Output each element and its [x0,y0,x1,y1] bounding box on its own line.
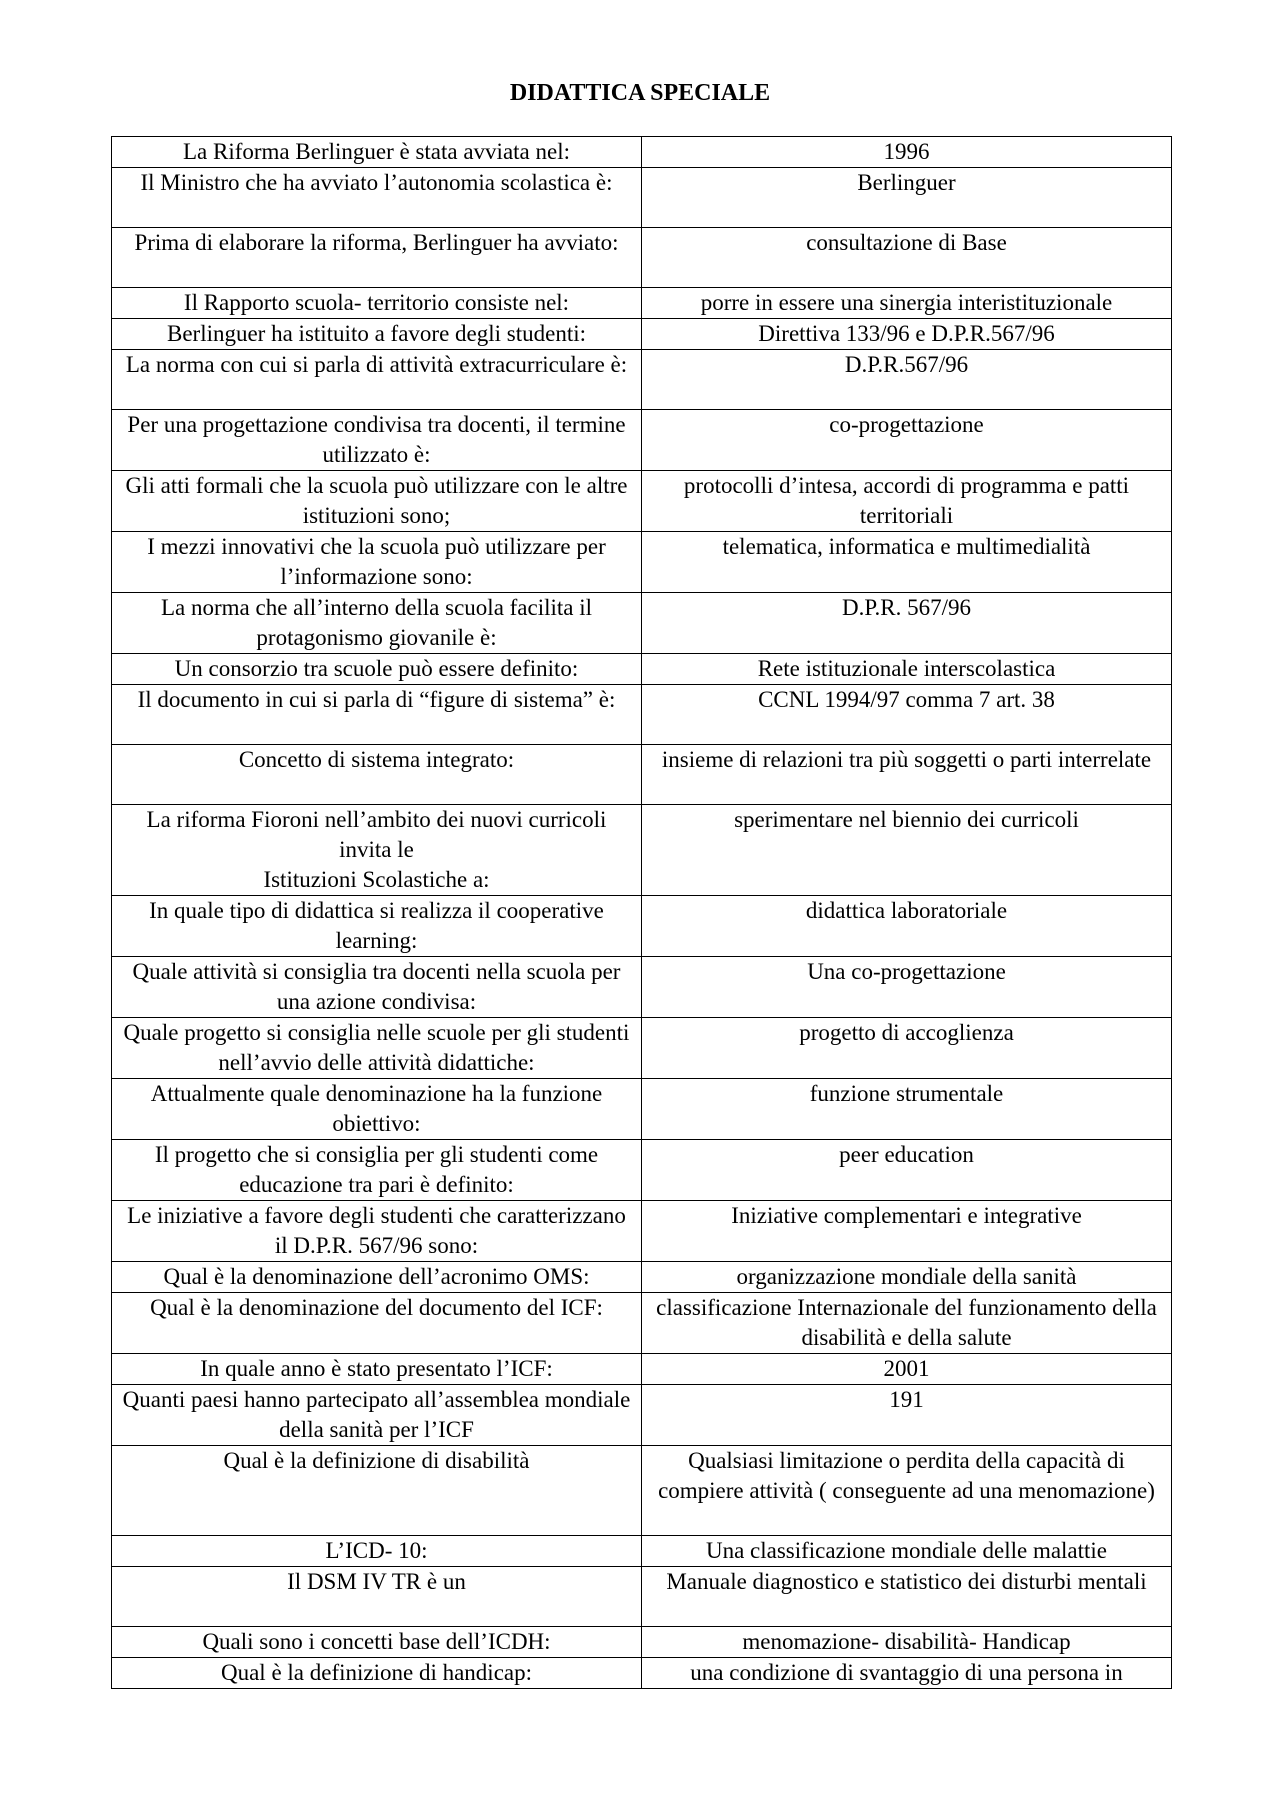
table-row [112,1446,1172,1536]
question-cell [112,137,642,168]
question-cell [112,1140,642,1201]
answer-cell [642,1627,1172,1658]
table-row [112,1262,1172,1293]
answer-text: co-progettazione [829,412,984,437]
table-row [112,137,1172,168]
question-cell [112,1627,642,1658]
question-cell [112,1446,642,1536]
question-cell [112,319,642,350]
question-text: Quale progetto si consiglia nelle scuole per gli studenti nell’avvio delle attività didattiche: [123,1020,630,1075]
answer-cell [642,745,1172,805]
question-text: Il documento in cui si parla di “figure di sistema” è: [137,687,616,712]
answer-text: organizzazione mondiale della sanità [736,1264,1077,1289]
question-text: La riforma Fioroni nell’ambito dei nuovi curricoli invita le Istituzioni Scolastiche a: [146,807,607,892]
question-text: Il Ministro che ha avviato l’autonomia scolastica è: [140,170,613,195]
question-cell [112,1536,642,1567]
question-text: Qual è la definizione di disabilità [223,1448,530,1473]
question-text: Qual è la denominazione dell’acronimo OMS: [163,1264,590,1289]
question-text: Qual è la definizione di handicap: [220,1660,533,1685]
answer-text: porre in essere una sinergia interistituzionale [700,290,1113,315]
question-cell [112,805,642,896]
answer-cell [642,137,1172,168]
answer-text: Rete istituzionale interscolastica [757,656,1056,681]
answer-cell [642,685,1172,745]
question-cell [112,1354,642,1385]
question-cell [112,1385,642,1446]
qa-table-body [112,137,1172,1689]
answer-cell [642,1354,1172,1385]
table-row [112,1018,1172,1079]
question-text: In quale anno è stato presentato l’ICF: [200,1356,553,1381]
question-text: Berlinguer ha istituito a favore degli studenti: [166,321,586,346]
question-cell [112,593,642,654]
answer-cell [642,471,1172,532]
answer-text: Berlinguer [857,170,956,195]
answer-cell [642,1536,1172,1567]
question-text: Concetto di sistema integrato: [238,747,515,772]
question-text: Qual è la denominazione del documento del ICF: [150,1295,603,1320]
answer-cell [642,1658,1172,1689]
table-row [112,745,1172,805]
question-cell [112,532,642,593]
question-cell [112,654,642,685]
answer-text: D.P.R.567/96 [844,352,969,377]
answer-text: D.P.R. 567/96 [841,595,972,620]
answer-text: telematica, informatica e multimedialità [722,534,1091,559]
table-row [112,654,1172,685]
table-row [112,1658,1172,1689]
table-row [112,1354,1172,1385]
question-cell [112,1079,642,1140]
answer-cell [642,1567,1172,1627]
answer-cell [642,319,1172,350]
answer-text: Qualsiasi limitazione o perdita della capacità di compiere attività ( conseguente ad una menomazione) [658,1448,1155,1503]
table-row [112,1293,1172,1354]
answer-text: Manuale diagnostico e statistico dei disturbi mentali [666,1569,1147,1594]
table-row [112,1079,1172,1140]
question-text: Il progetto che si consiglia per gli studenti come educazione tra pari è definito: [154,1142,599,1197]
question-text: Quali sono i concetti base dell’ICDH: [202,1629,551,1654]
answer-text: sperimentare nel biennio dei curricoli [734,807,1079,832]
answer-text: 2001 [883,1356,930,1381]
answer-cell [642,805,1172,896]
answer-text: Iniziative complementari e integrative [731,1203,1082,1228]
table-row [112,410,1172,471]
table-row [112,319,1172,350]
answer-cell [642,350,1172,410]
question-cell [112,350,642,410]
question-text: Un consorzio tra scuole può essere definito: [174,656,579,681]
question-cell [112,228,642,288]
question-cell [112,471,642,532]
answer-text: funzione strumentale [809,1081,1004,1106]
answer-cell [642,532,1172,593]
question-text: Il DSM IV TR è un [287,1569,466,1594]
page-title: DIDATTICA SPECIALE [509,80,771,106]
answer-text: 1996 [883,139,930,164]
qa-table [111,136,1172,1689]
question-text: I mezzi innovativi che la scuola può utilizzare per l’informazione sono: [147,534,606,589]
answer-cell [642,1140,1172,1201]
question-text: Per una progettazione condivisa tra docenti, il termine utilizzato è: [127,412,626,467]
answer-cell [642,228,1172,288]
answer-cell [642,288,1172,319]
answer-text: Una classificazione mondiale delle malattie [705,1538,1108,1563]
question-text: La norma con cui si parla di attività extracurriculare è: [125,352,628,377]
question-text: L’ICD- 10: [325,1538,428,1563]
answer-cell [642,593,1172,654]
question-text: Quale attività si consiglia tra docenti nella scuola per una azione condivisa: [132,959,621,1014]
table-row [112,593,1172,654]
question-cell [112,288,642,319]
answer-cell [642,896,1172,957]
answer-text: Una co-progettazione [807,959,1006,984]
question-cell [112,1567,642,1627]
answer-text: CCNL 1994/97 comma 7 art. 38 [758,687,1055,712]
table-row [112,350,1172,410]
table-row [112,532,1172,593]
question-text: In quale tipo di didattica si realizza il cooperative learning: [149,898,604,953]
answer-text: consultazione di Base [806,230,1007,255]
answer-text: peer education [839,1142,974,1167]
answer-cell [642,410,1172,471]
question-text: Le iniziative a favore degli studenti che caratterizzano il D.P.R. 567/96 sono: [127,1203,626,1258]
table-row [112,957,1172,1018]
answer-cell [642,1079,1172,1140]
question-text: La norma che all’interno della scuola facilita il protagonismo giovanile è: [160,595,593,650]
answer-text: 191 [889,1387,924,1412]
answer-cell [642,957,1172,1018]
answer-text: protocolli d’intesa, accordi di programma e patti territoriali [683,473,1130,528]
table-row [112,228,1172,288]
answer-cell [642,1018,1172,1079]
answer-text: didattica laboratoriale [805,898,1008,923]
question-cell [112,1262,642,1293]
answer-cell [642,1262,1172,1293]
table-row [112,1385,1172,1446]
question-text: La Riforma Berlinguer è stata avviata nel: [182,139,570,164]
question-cell [112,957,642,1018]
table-row [112,168,1172,228]
answer-text: Direttiva 133/96 e D.P.R.567/96 [758,321,1055,346]
table-row [112,1627,1172,1658]
question-text: Prima di elaborare la riforma, Berlinguer ha avviato: [134,230,619,255]
answer-text: una condizione di svantaggio di una persona in [690,1660,1123,1685]
table-row [112,471,1172,532]
table-row [112,1536,1172,1567]
table-row [112,1567,1172,1627]
table-row [112,896,1172,957]
question-cell [112,410,642,471]
table-row [112,288,1172,319]
answer-text: menomazione- disabilità- Handicap [742,1629,1071,1654]
answer-cell [642,168,1172,228]
table-row [112,1140,1172,1201]
question-cell [112,896,642,957]
question-text: Attualmente quale denominazione ha la funzione obiettivo: [150,1081,603,1136]
answer-text: classificazione Internazionale del funzionamento della disabilità e della salute [656,1295,1157,1350]
question-text: Quanti paesi hanno partecipato all’assemblea mondiale della sanità per l’ICF [122,1387,631,1442]
question-cell [112,1018,642,1079]
question-cell [112,168,642,228]
question-cell [112,685,642,745]
question-cell [112,1201,642,1262]
question-text: Il Rapporto scuola- territorio consiste nel: [183,290,570,315]
answer-cell [642,1446,1172,1536]
table-row [112,685,1172,745]
question-cell [112,1658,642,1689]
table-row [112,805,1172,896]
answer-cell [642,1293,1172,1354]
question-cell [112,745,642,805]
answer-cell [642,1385,1172,1446]
table-row [112,1201,1172,1262]
answer-text: progetto di accoglienza [799,1020,1014,1045]
question-cell [112,1293,642,1354]
answer-cell [642,1201,1172,1262]
answer-text: insieme di relazioni tra più soggetti o parti interrelate [661,747,1152,772]
question-text: Gli atti formali che la scuola può utilizzare con le altre istituzioni sono; [125,473,628,528]
answer-cell [642,654,1172,685]
